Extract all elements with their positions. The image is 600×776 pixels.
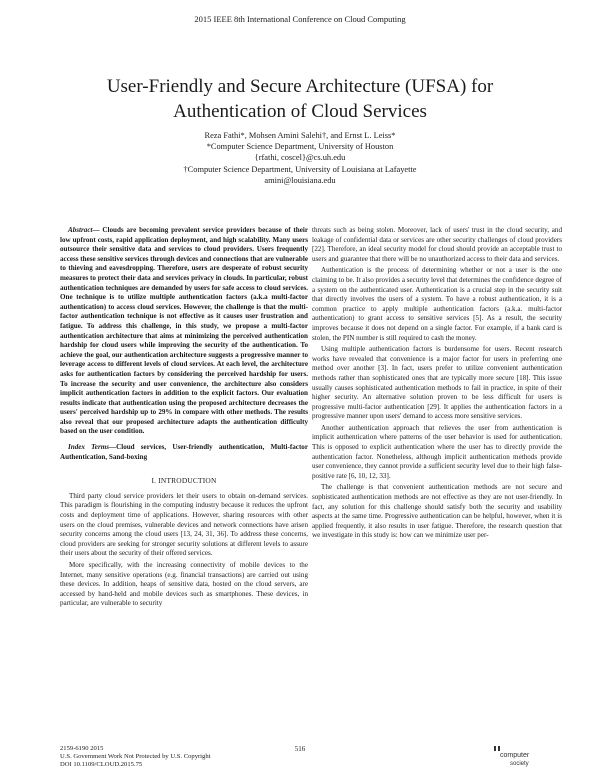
abstract-text: — Clouds are becoming prevalent service providers because of their low upfront costs, rapid application deployment, and high scalability. Many users outsource their sensitive data and services to cloud providers. Users frequently access these sensitive services through devices and connections that are vulnerable to thieving and eavesdropping. Therefore, users are desperate of robust security measures to protect their data and services privacy in clouds. In particular, robust authentication techniques are demanded by users for safe access to cloud services. One technique is to utilize multiple authentication factors (a.k.a multi-factor authentication) to access cloud services. However, the challenge is that the multi-factor authentication technique is not effective as it causes user frustration and fatigue. To address this challenge, in this study, we propose a multi-factor authentication architecture that aims at minimizing the perceived authentication hardship for cloud users while improving the security of the authentication. To achieve the goal, our authentication architecture suggests a progressive manner to leverage access to different levels of cloud services. At each level, the architecture asks for authentication factors by considering the perceived hardship for users. To increase the security and user convenience, the architecture also considers implicit authentication factors in addition to the explicit factors. Our evaluation results indicate that authentication using the proposed architecture decreases the users' perceived hardship up to 29% in compare with other methods. The results also reveal that our proposed architecture adapts the authentication difficulty based on the user condition. (60, 226, 308, 436)
paper-title (40, 74, 560, 124)
left-column (60, 226, 308, 611)
logo-text-top: computer (500, 752, 530, 759)
index-terms-label: Index Terms (68, 443, 109, 452)
affiliation-uh: *Computer Science Department, University of Houston (206, 142, 394, 152)
author-block (40, 130, 560, 186)
paragraph: More specifically, with the increasing connectivity of mobile devices to the Internet, many sensitive operations (e.g. financial transactions) are carried out using these devices. In addition, heaps of sensitive data, hosted on the cloud servers, are accessed by hand-held and mobile devices such as smartphones. These devices, in particular, are vulnerable to security (60, 561, 308, 608)
ieee-computer-society-logo (490, 743, 546, 769)
paragraph: Using multiple authentication factors is burdensome for users. Recent research works have revealed that convenience is a major factor for users in preferring one method over another [3]. In fact, users prefer to utilize convenient authentication methods rather than sophisticated ones that are typically more secure [18]. This issue usually causes sophisticated authentication methods to fail in practice, in spite of their higher security. An alternative solution proven to be less difficult for users is progressive multi-factor authentication [29]. It applies the authentication factors in a progressive manner upon users' demand to access more sensitive services. (312, 345, 562, 421)
abstract (60, 226, 308, 437)
right-column (312, 226, 562, 543)
doi: DOI 10.1109/CLOUD.2015.75 (60, 761, 143, 769)
conference-header: 2015 IEEE 8th International Conference on Cloud Computing (194, 14, 406, 24)
issn: 2159-6190 2015 (60, 745, 104, 752)
paragraph: Third party cloud service providers let their users to obtain on-demand services. This paradigm is flourishing in the computing industry because it reduces the upfront costs and deployment time of applications. However, sharing resources with other users on the cloud premises, vulnerable devices and network connections have arisen security concerns among the cloud users [13, 24, 31, 36]. To address these concerns, cloud providers are seeking for stronger security solutions at different levels to assure their users about the security of their offered services. (60, 491, 308, 558)
email-ull: amini@louisiana.edu (264, 175, 336, 185)
paragraph: Authentication is the process of determining whether or not a user is the one claiming to be. It also provides a security level that determines the confidence degree of a system on the authenticated user. Authentication is a crucial step in the security suit that directly involves the users of a system. To have a robust authentication, it is a common practice to apply multiple authentication factors (a.k.a. multi-factor authentication) to grant access to sensitive services [5]. As a result, the security improves because it does not depend on a single factor. For example, if a bank card is stolen, the PIN number is still required to cash the money. (312, 266, 562, 342)
index-terms (60, 443, 308, 462)
abstract-label: Abstract (68, 226, 93, 234)
paragraph: Another authentication approach that relieves the user from authentication is implicit authentication where patterns of the user behavior is used for authentication. This is opposed to explicit authentication where the user has to directly provide the authentication factor. Nonetheless, although implicit authentication methods provide user convenience, they cannot provide a sufficient security level due to their high false-positive rate [6, 10, 12, 33]. (312, 423, 562, 480)
email-uh: {rfathi, coscel}@cs.uh.edu (254, 153, 346, 163)
page-number: 516 (294, 745, 306, 753)
paragraph: The challenge is that convenient authentication methods are not secure and sophisticated authentication methods are not effective as they are not user-friendly. In fact, any solution for this challenge should satisfy both the security and usability aspects at the same time. Progressive authentication can be helpful, however, when it is applied frequently, it also results in user fatigue. Therefore, the research question that we investigate in this study is: how can we minimize user per- (312, 483, 562, 540)
title-line-1: User-Friendly and Secure Architecture (UFSA) for (106, 76, 494, 97)
section-heading-introduction: I. INTRODUCTION (151, 476, 217, 486)
title-line-2: Authentication of Cloud Services (173, 101, 427, 122)
index-terms-text: —Cloud services, User-friendly authentication, Multi-factor Authentication, Sand-boxing (60, 443, 308, 461)
logo-icon (490, 743, 546, 769)
paragraph: threats such as being stolen. Moreover, lack of users' trust in the cloud security, and leakage of confidential data or services are other security challenges of cloud providers [22]. Therefore, an ideal security model for cloud should provide an acceptable trust to users and guarantee that there will be no unauthorized access to their data and services. (312, 226, 562, 263)
author-names: Reza Fathi*, Mohsen Amini Salehi†, and Ernst L. Leiss* (204, 131, 396, 140)
copyright-notice: U.S. Government Work Not Protected by U.S. Copyright (60, 753, 211, 761)
logo-text-bottom: society (510, 761, 529, 767)
affiliation-ull: †Computer Science Department, University of Louisiana at Lafayette (183, 164, 417, 174)
